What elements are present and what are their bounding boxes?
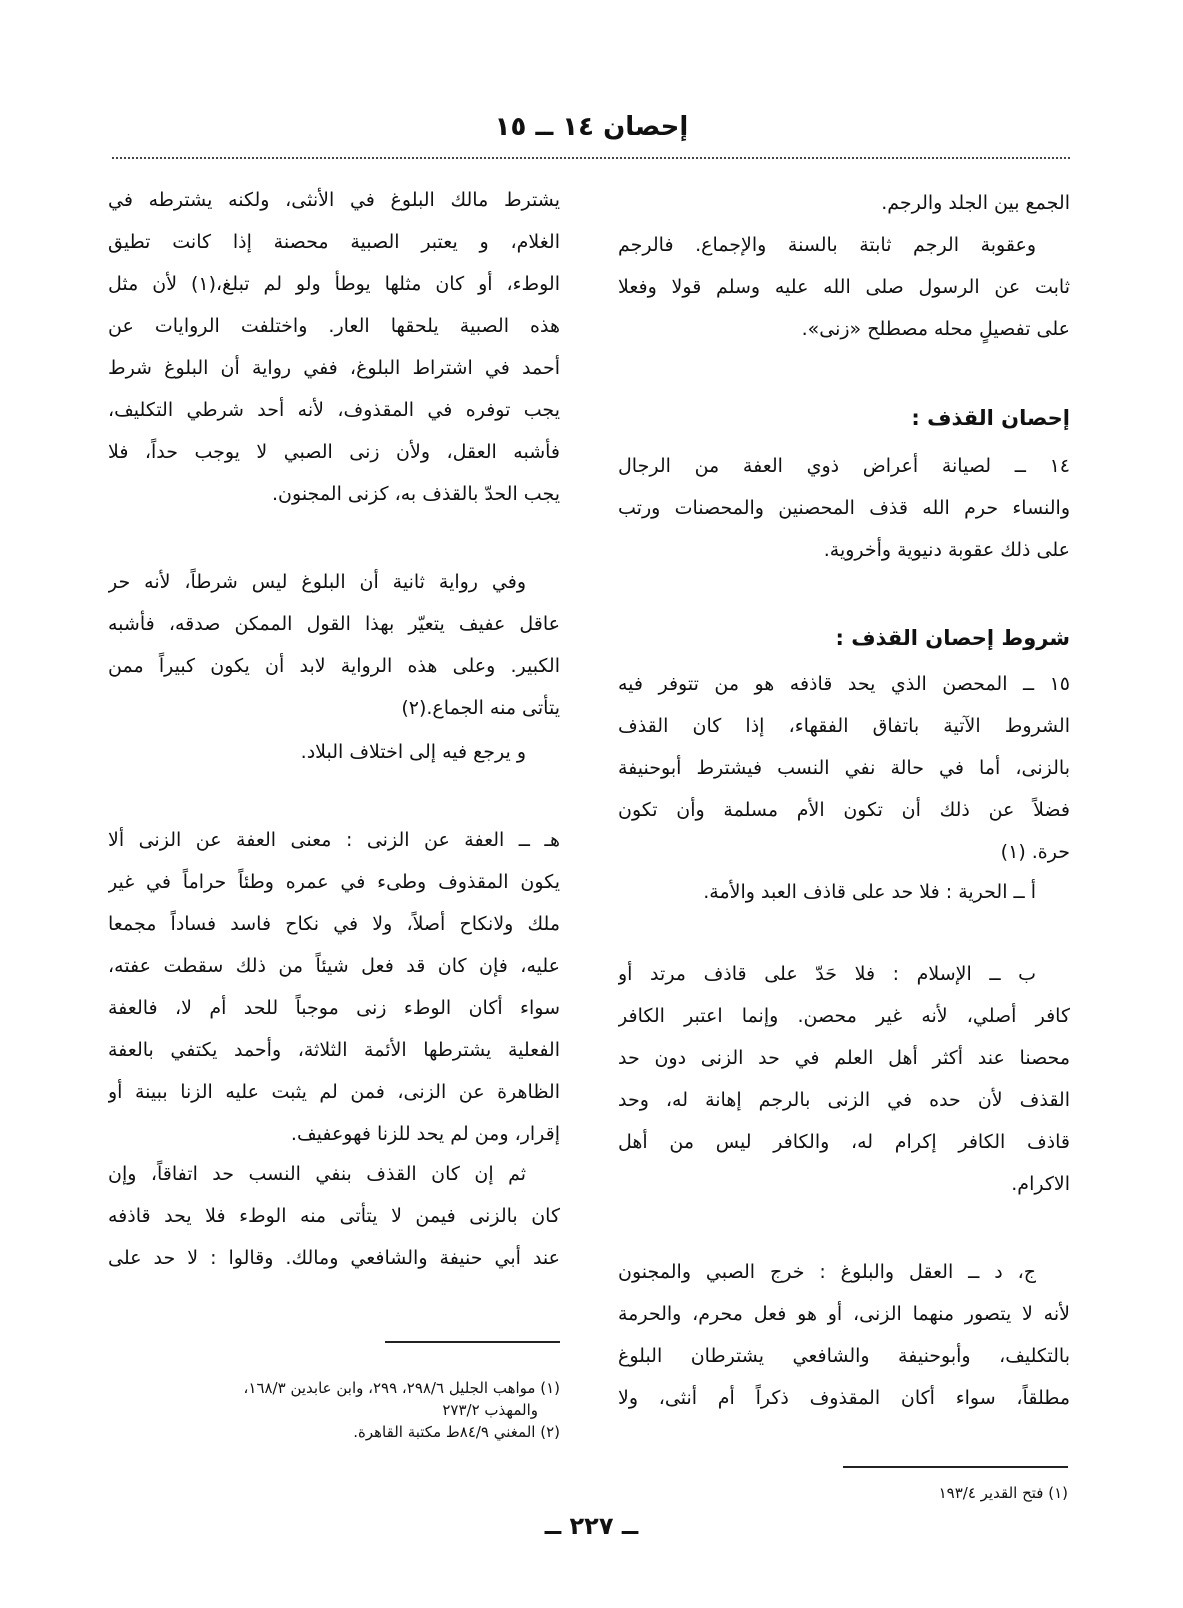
footnote: (١) فتح القدير ١٩٣/٤ (938, 1484, 1068, 1502)
paragraph (108, 731, 560, 773)
section-heading (618, 617, 1070, 659)
running-header: إحصان ١٤ ــ ١٥ (494, 112, 689, 142)
paragraph (618, 445, 1070, 571)
text-line: وعقوبة الرجم ثابتة بالسنة والإجماع. فالرجم (618, 234, 1036, 256)
text-line: و يرجع فيه إلى اختلاف البلاد. (300, 741, 526, 763)
text-line: فضلاً عن ذلك أن تكون الأم مسلمة وأن تكون (618, 799, 1070, 821)
text-line: والنساء حرم الله قذف المحصنين والمحصنات ورتب (618, 497, 1070, 519)
text-line: يجب الحدّ بالقذف به، كزنى المجنون. (272, 483, 560, 505)
text-line: هـ ــ العفة عن الزنى : معنى العفة عن الزنى ألا (108, 829, 560, 851)
paragraph (618, 663, 1070, 873)
paragraph (108, 561, 560, 729)
text-line: إقرار، ومن لم يحد للزنا فهوعفيف. (290, 1123, 560, 1145)
text-line: كان بالزنى فيمن لا يتأتى منه الوطء فلا يحد قاذفه (108, 1205, 560, 1227)
heading-text: شروط إحصان القذف : (835, 626, 1070, 650)
text-line: يشترط مالك البلوغ في الأنثى، ولكنه يشترطه في (108, 189, 560, 211)
text-line: ١٥ ــ المحصن الذي يحد قاذفه هو من تتوفر فيه (618, 673, 1070, 695)
text-line: على ذلك عقوبة دنيوية وأخروية. (823, 539, 1070, 561)
footnote-rule (843, 1466, 1068, 1468)
text-line: يجب توفره في المقذوف، لأنه أحد شرطي التكليف، (108, 399, 560, 421)
text-line: الفعلية يشترطها الأئمة الثلاثة، وأحمد يكتفي بالعفة (108, 1039, 560, 1061)
text-line: الوطء، أو كان مثلها يوطأ ولو لم تبلغ،(١) لأن مثل (108, 273, 560, 295)
text-line: ب ــ الإسلام : فلا حَدّ على قاذف مرتد أو (618, 963, 1036, 985)
text-line: بالزنى، أما في حالة نفي النسب فيشترط أبوحنيفة (618, 757, 1070, 779)
paragraph (108, 819, 560, 1155)
text-line: الظاهرة عن الزنى، فمن لم يثبت عليه الزنا ببينة أو (108, 1081, 560, 1103)
footnote-continuation: والمهذب ٢٧٣/٢ (442, 1401, 538, 1419)
text-line: الاكرام. (1011, 1173, 1070, 1195)
page-number: ــ ٢٢٧ ــ (544, 1512, 639, 1540)
text-line: عليه، فإن كان قد فعل شيئاً من ذلك سقطت عفته، (108, 955, 560, 977)
text-line: على تفصيلٍ محله مصطلح «زنى». (801, 318, 1070, 340)
paragraph (618, 953, 1070, 1205)
text-line: أحمد في اشتراط البلوغ، ففي رواية أن البلوغ شرط (108, 357, 560, 379)
paragraph (618, 224, 1070, 350)
paragraph (618, 1251, 1070, 1419)
text-line: كافر أصلي، لأنه غير محصن. وإنما اعتبر الكافر (618, 1005, 1070, 1027)
heading-text: إحصان القذف : (911, 406, 1070, 430)
footnote: (٢) المغني ٨٤/٩ط مكتبة القاهرة. (353, 1423, 560, 1441)
text-line: مطلقاً، سواء أكان المقذوف ذكراً أم أنثى، ولا (618, 1387, 1070, 1409)
text-line: محصنا عند أكثر أهل العلم في حد الزنى دون حد (618, 1047, 1070, 1069)
text-line: ج، د ــ العقل والبلوغ : خرج الصبي والمجنون (618, 1261, 1036, 1283)
text-line: يتأتى منه الجماع.(٢) (401, 697, 560, 719)
text-line: الجمع بين الجلد والرجم. (881, 192, 1070, 214)
text-line: لأنه لا يتصور منهما الزنى، أو هو فعل محرم، والحرمة (618, 1303, 1070, 1325)
text-line: ١٤ ــ لصيانة أعراض ذوي العفة من الرجال (618, 455, 1070, 477)
footnote: (١) مواهب الجليل ٢٩٨/٦، ٢٩٩، وابن عابدين ١٦٨/٣، (243, 1379, 560, 1397)
text-line: عاقل عفيف يتعيّر بهذا القول الممكن صدقه، فأشبه (108, 613, 560, 635)
paragraph (108, 1153, 560, 1279)
text-line: القذف لأن حده في الزنى بالرجم إهانة له، وحد (618, 1089, 1070, 1111)
paragraph (618, 182, 1070, 224)
text-line: هذه الصبية يلحقها العار. واختلفت الروايات عن (108, 315, 560, 337)
text-line: فأشبه العقل، ولأن زنى الصبي لا يوجب حداً، فلا (108, 441, 560, 463)
text-line: بالتكليف، وأبوحنيفة والشافعي يشترطان البلوغ (618, 1345, 1070, 1367)
text-line: سواء أكان الوطء زنى موجباً للحد أم لا، فالعفة (108, 997, 560, 1019)
paragraph (618, 871, 1070, 913)
text-line: الكبير. وعلى هذه الرواية لابد أن يكون كبيراً ممن (108, 655, 560, 677)
text-line: قاذف الكافر إكرام له، والكافر ليس من أهل (618, 1131, 1070, 1153)
section-heading (618, 397, 1070, 439)
paragraph (108, 179, 560, 515)
text-line: يكون المقذوف وطىء في عمره وطئاً حراماً في غير (108, 871, 560, 893)
text-line: حرة. (١) (1000, 841, 1070, 863)
text-line: ثم إن كان القذف بنفي النسب حد اتفاقاً، وإن (108, 1163, 526, 1185)
text-line: ملك ولانكاح أصلاً، ولا في نكاح فاسد فساداً مجمعا (108, 913, 560, 935)
text-line: أ ــ الحرية : فلا حد على قاذف العبد والأمة. (703, 881, 1036, 903)
text-line: ثابت عن الرسول صلى الله عليه وسلم قولا وفعلا (618, 276, 1070, 298)
text-line: الغلام، و يعتبر الصبية محصنة إذا كانت تطيق (108, 231, 560, 253)
text-line: عند أبي حنيفة والشافعي ومالك. وقالوا : لا حد على (108, 1247, 560, 1269)
header-divider (112, 157, 1070, 159)
footnote-rule (385, 1341, 560, 1343)
text-line: الشروط الآتية باتفاق الفقهاء، إذا كان القذف (618, 715, 1070, 737)
text-line: وفي رواية ثانية أن البلوغ ليس شرطاً، لأنه حر (108, 571, 526, 593)
